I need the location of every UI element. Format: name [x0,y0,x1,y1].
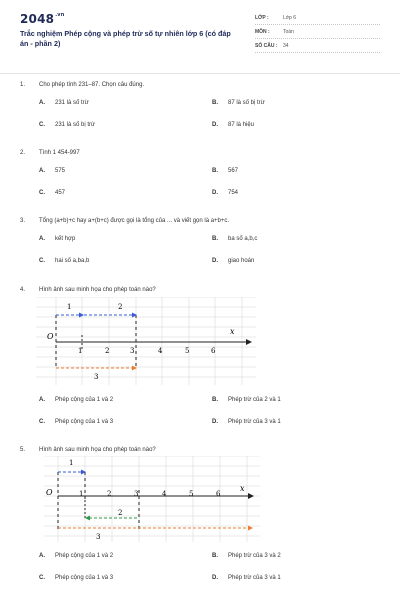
tick-label: 4 [162,490,167,498]
tick-label: 5 [189,490,194,498]
option-letter: D. [212,419,218,425]
option-text: 575 [55,168,66,174]
question-text: Cho phép tính 231–87. Chọn câu đúng. [39,82,145,88]
header-divider [0,73,400,74]
option-d[interactable] [212,575,281,581]
option-b[interactable] [212,236,257,242]
option-text: 754 [228,190,239,196]
option-letter: B. [212,100,218,106]
option-letter: D. [212,122,218,128]
option-letter: D. [212,190,218,196]
option-text: Phép trừ của 3 và 2 [228,553,281,559]
question-number: 1. [20,82,26,88]
option-letter: A. [39,100,45,106]
axis-variable: x [240,484,245,493]
x-axis-arrow-icon [246,339,252,345]
option-a[interactable] [39,236,75,242]
option-letter: C. [39,190,45,196]
header [20,12,380,64]
meta-key: MÔN : [255,29,270,35]
tick-label: 5 [185,347,190,355]
option-c[interactable] [39,575,113,581]
option-letter: A. [39,397,45,403]
meta-key: SỐ CÂU : [255,43,278,49]
arrow-1-label: 1 [69,459,74,467]
option-c[interactable] [39,122,95,128]
origin-label: O [47,332,54,341]
option-letter: A. [39,168,45,174]
option-text: kết hợp [55,236,76,242]
option-letter: D. [212,258,218,264]
logo-text: 2048 [20,12,55,26]
tick-label: 1 [79,490,84,498]
meta-row-subject [255,26,380,39]
question-5-options [20,553,380,589]
x-axis-arrow-icon [248,493,254,499]
option-text: 87 là hiệu [228,122,255,128]
meta-row-class [255,12,380,25]
tick-label: 1 [78,347,83,355]
tick-label: 6 [216,490,221,498]
logo-suffix: .vn [55,12,65,18]
meta-row-count [255,40,380,53]
question-text: Hình ảnh sau minh họa cho phép toán nào? [39,287,156,293]
tick-label: 6 [211,347,216,355]
option-c[interactable] [39,190,65,196]
option-text: 87 là số bị trừ [228,100,265,106]
option-text: Phép cộng của 1 và 2 [55,397,114,403]
option-d[interactable] [212,258,254,264]
option-letter: B. [212,553,218,559]
option-b[interactable] [212,100,265,106]
option-letter: B. [212,168,218,174]
option-d[interactable] [212,190,238,196]
question-number: 3. [20,218,26,224]
option-c[interactable] [39,258,89,264]
logo [20,12,65,26]
option-letter: C. [39,575,45,581]
meta-value: 34 [283,43,289,49]
option-text: Phép cộng của 1 và 3 [55,419,114,425]
question-4-options [20,397,380,433]
question-number: 5. [20,447,26,453]
option-letter: A. [39,553,45,559]
option-text: Phép cộng của 1 và 3 [55,575,114,581]
tick-label: 2 [105,347,110,355]
option-letter: B. [212,236,218,242]
option-letter: B. [212,397,218,403]
option-a[interactable] [39,168,65,174]
tick-label: 2 [107,490,112,498]
option-letter: C. [39,419,45,425]
bottom-arrow-label: 3 [94,373,99,381]
option-text: Phép trừ của 2 và 1 [228,397,281,403]
option-a[interactable] [39,553,113,559]
tick-label: 3 [130,347,135,355]
option-text: Phép trừ của 3 và 1 [228,419,281,425]
meta-key: LỚP : [255,15,269,21]
option-d[interactable] [212,419,281,425]
question-text: Tổng (a+b)+c hay a+(b+c) được gọi là tổng của ... và viết gọn là a+b+c. [39,218,230,224]
arrow-2-label: 2 [118,303,123,311]
arrow-2-label: 2 [118,509,123,517]
option-text: 457 [55,190,66,196]
option-text: 231 là số trừ [55,100,89,106]
option-a[interactable] [39,397,113,403]
option-d[interactable] [212,122,254,128]
option-text: hai số a,ba,b [55,258,90,264]
option-a[interactable] [39,100,89,106]
option-text: 231 là số bị trừ [55,122,96,128]
meta-panel [255,12,380,54]
question-text: Tính 1 454-997 [39,150,80,156]
bottom-arrow-label: 3 [96,533,101,541]
option-text: ba số a,b,c [228,236,258,242]
option-letter: A. [39,236,45,242]
tick-label: 3 [134,490,139,498]
arrow-1-label: 1 [67,303,72,311]
option-text: giao hoán [228,258,255,264]
option-text: Phép trừ của 3 và 1 [228,575,281,581]
tick-label: 4 [158,347,163,355]
option-b[interactable] [212,397,281,403]
option-b[interactable] [212,553,281,559]
question-text: Hình ảnh sau minh họa cho phép toán nào? [39,447,156,453]
number-line-figure-q4 [36,297,256,385]
meta-value: Lớp 6 [283,15,297,21]
origin-label: O [46,488,53,497]
question-number: 4. [20,287,26,293]
meta-value: Toán [283,29,294,35]
option-c[interactable] [39,419,113,425]
option-letter: C. [39,258,45,264]
option-text: Phép cộng của 1 và 2 [55,553,114,559]
option-letter: C. [39,122,45,128]
option-letter: D. [212,575,218,581]
number-line-figure-q5 [44,456,260,542]
axis-variable: x [230,327,235,336]
question-number: 2. [20,150,26,156]
grid-lines [44,456,260,542]
option-b[interactable] [212,168,238,174]
option-text: 567 [228,168,239,174]
page-title: Trắc nghiệm Phép cộng và phép trừ số tự nhiên lớp 6 (có đáp án - phần 2) [20,29,231,48]
